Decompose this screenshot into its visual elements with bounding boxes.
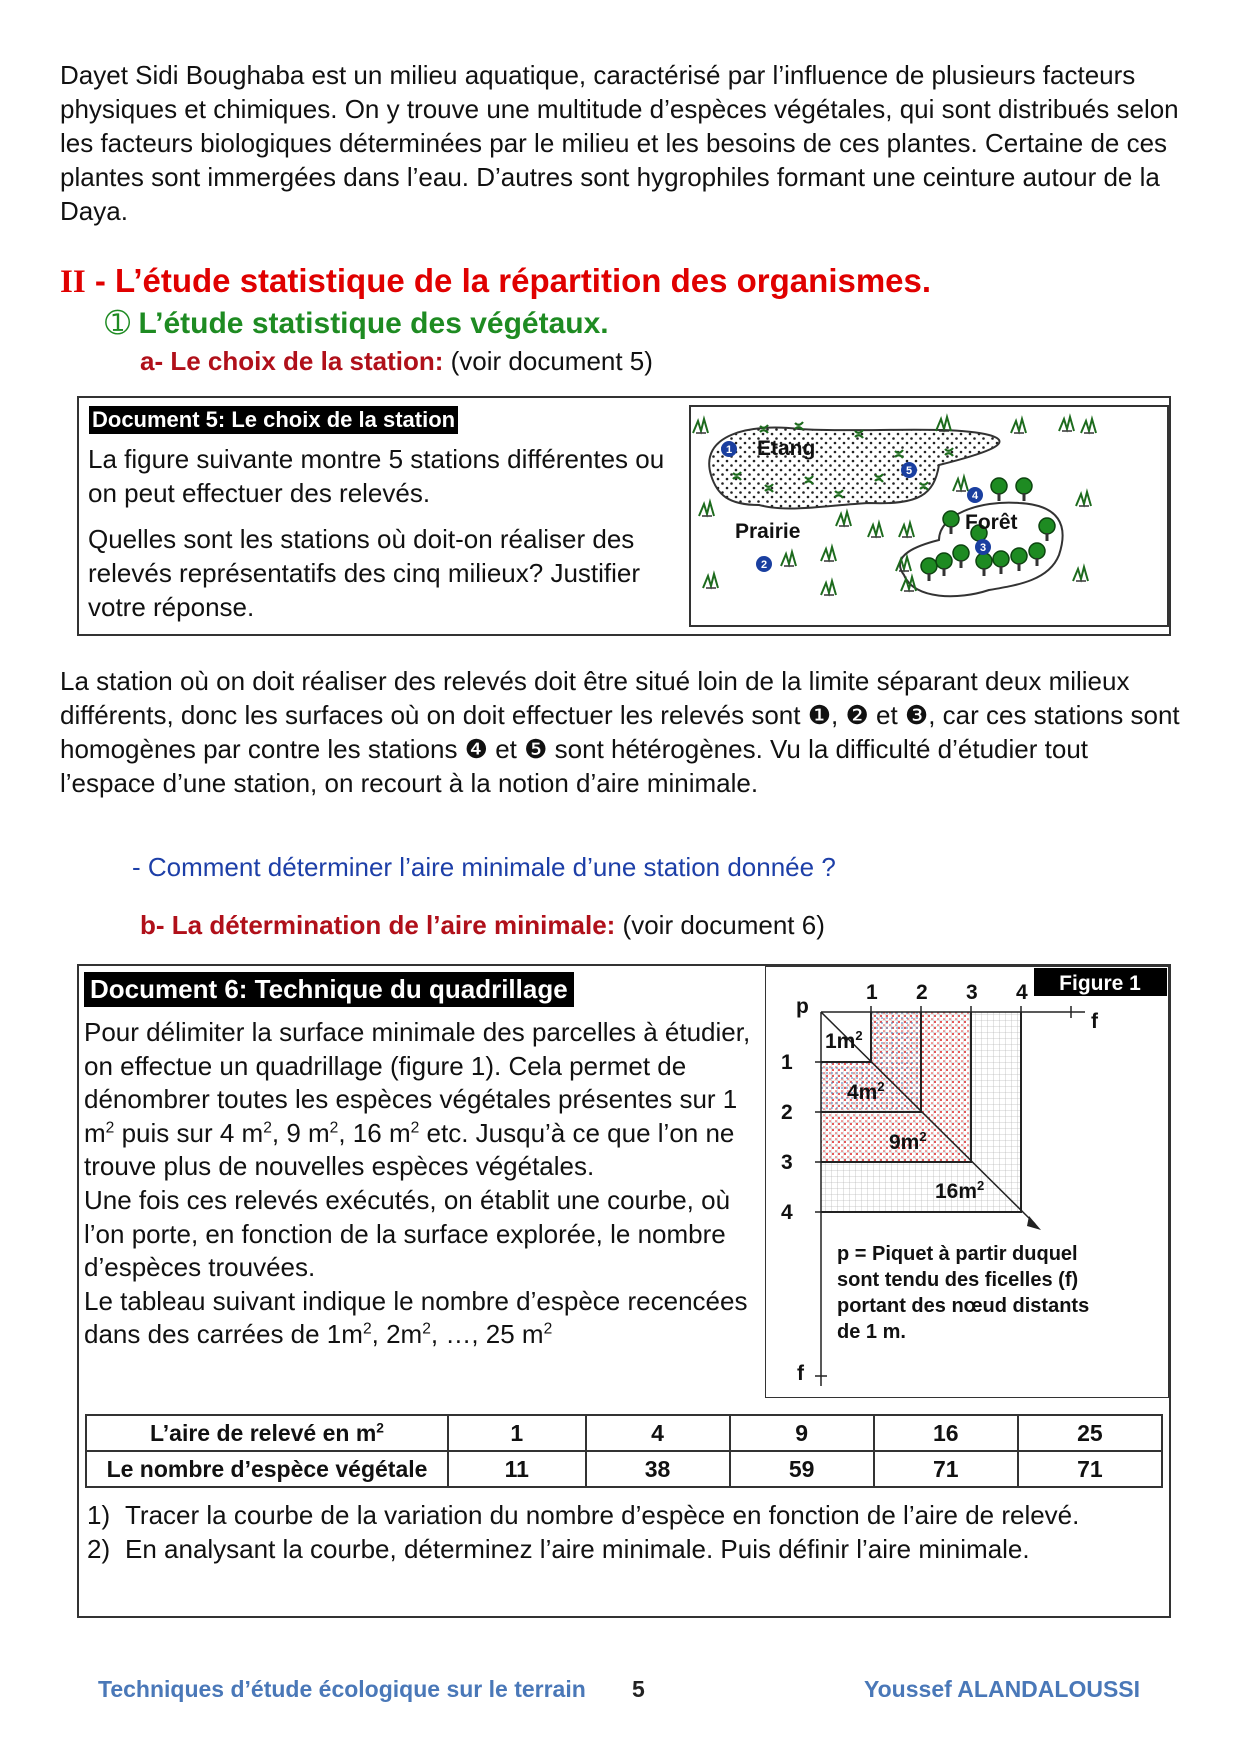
sub-a-heading [140,346,653,377]
table-row-label: Le nombre d’espèce végétale [86,1451,448,1487]
table-cell: 25 [1018,1415,1162,1451]
legend-line-3: portant des nœud distants [837,1295,1090,1317]
col-label-2: 2 [916,981,928,1004]
area-16m2-label: $16m^2$ [935,1178,985,1203]
document-6-box [77,964,1171,1618]
row-label-3: 3 [781,1151,793,1174]
document-5-label: Document 5: Le choix de la station [89,406,458,434]
sub-b-label: b- La détermination de l’aire minimale: [140,910,616,940]
question-line: - Comment déterminer l’aire minimale d’une station donnée ? [132,852,836,882]
footer-title: Techniques d’étude écologique sur le terrain [98,1676,586,1702]
table-cell: 1 [448,1415,586,1451]
table-cell: 71 [1018,1451,1162,1487]
forest-label: Forêt [965,511,1018,534]
string-label-top: f [1091,1010,1098,1033]
document-5-box [77,396,1171,636]
stations-map [689,405,1169,627]
table-cell: 71 [874,1451,1018,1487]
pond-label: Etang [757,437,816,460]
area-1m2-label: $1m^2$ [825,1028,863,1053]
meadow-label: Prairie [735,520,801,543]
table-cell: 11 [448,1451,586,1487]
area-9m2-label: $9m^2$ [889,1129,927,1154]
col-label-4: 4 [1016,981,1028,1004]
document-5-text-2: Quelles sont les stations où doit-on réaliser des relevés représentatifs des cinq milieux? Justifier votre réponse. [88,524,641,622]
document-5-text-1: La figure suivante montre 5 stations différentes ou on peut effectuer des relevés. [88,444,665,508]
sub-a-label: a- Le choix de la station: [140,346,444,376]
document-6-label: Document 6: Technique du quadrillage [84,972,574,1007]
col-label-3: 3 [966,981,978,1004]
legend-line-4: de 1 m. [837,1321,906,1343]
table-row-label: L’aire de relevé en $m^2$ [86,1415,448,1451]
row-label-4: 4 [781,1201,793,1224]
row-label-2: 2 [781,1101,793,1124]
answer-paragraph: La station où on doit réaliser des relevés doit être situé loin de la limite séparant deux milieux différents, donc les surfaces où on doit effectuer les relevés sont ❶, ❷ et ❸, car ces stations sont homogènes par contre les stations ❹ et ❺ sont hétérogènes. Vu la difficulté d’étudier tout l’espace d’une station, on recourt à la notion d’aire minimale. [60,666,1180,798]
sub-b-ref: (voir document 6) [615,910,825,940]
section-roman: II [60,264,86,300]
table-cell: 16 [874,1415,1018,1451]
list-item: 1) Tracer la courbe de la variation du nombre d’espèce en fonction de l’aire de relevé. [87,1500,1080,1530]
legend-line-1: p = Piquet à partir duquel [837,1243,1078,1265]
station-2-marker: 2 [760,559,768,571]
station-4-marker: 4 [971,490,979,502]
table-row [86,1415,1162,1451]
table-cell: 4 [586,1415,730,1451]
string-label-left: f [797,1362,804,1385]
picket-label: p [796,995,809,1018]
area-species-table [85,1414,1163,1488]
figure-1-quadrat [765,966,1169,1398]
section-heading [60,262,931,301]
row-label-1: 1 [781,1051,793,1074]
sub-b-heading [140,910,825,941]
legend-line-2: sont tendu des ficelles (f) [837,1269,1079,1291]
col-label-1: 1 [866,981,878,1004]
table-row [86,1451,1162,1487]
intro-paragraph: Dayet Sidi Boughaba est un milieu aquatique, caractérisé par l’influence de plusieurs facteurs physiques et chimiques. On y trouve une multitude d’espèces végétales, qui sont distribués selon les facteurs biologiques déterminées par le milieu et les besoins de ces plantes. Certaine de ces plantes sont immergées dans l’eau. D’autres sont hygrophiles formant une ceinture autour de la Daya. [60,60,1179,226]
station-1-marker: 1 [725,444,733,456]
sub-a-ref: (voir document 5) [443,346,653,376]
page-number: 5 [632,1676,645,1702]
section-title: - L’étude statistique de la répartition des organismes. [85,262,932,299]
area-4m2-label: $4m^2$ [847,1079,885,1104]
figure-1-title: Figure 1 [1059,972,1141,995]
table-cell: 59 [730,1451,874,1487]
table-cell: 38 [586,1451,730,1487]
station-5-marker: 5 [905,465,913,477]
table-cell: 9 [730,1415,874,1451]
exercise-questions [87,1498,1147,1566]
station-3-marker: 3 [979,542,987,554]
list-item: 2) En analysant la courbe, déterminez l’aire minimale. Puis définir l’aire minimale. [87,1534,1030,1564]
document-6-text: Pour délimiter la surface minimale des parcelles à étudier, on effectue un quadrillage (figure 1). Cela permet de dénombrer toutes les espèces végétales présentes sur 1 $m^2$ puis sur 4 $m^2$, 9 $m^2$, 16 $m^2$ etc. Jusqu’à ce que l’on ne trouve plus de nouvelles espèces végétales. Une fois ces relevés exécutés, on établit une courbe, où l’on porte, en fonction de la surface explorée, le nombre d’espèces trouvées. Le tableau suivant indique le nombre d’espèce recencées dans des carrées de $1m^2$, $2m^2$, …, 25 $m^2$ [84,1017,751,1350]
subsection-heading: ➀ L’étude statistique des végétaux. [105,307,609,340]
footer-author: Youssef ALANDALOUSSI [864,1676,1141,1702]
